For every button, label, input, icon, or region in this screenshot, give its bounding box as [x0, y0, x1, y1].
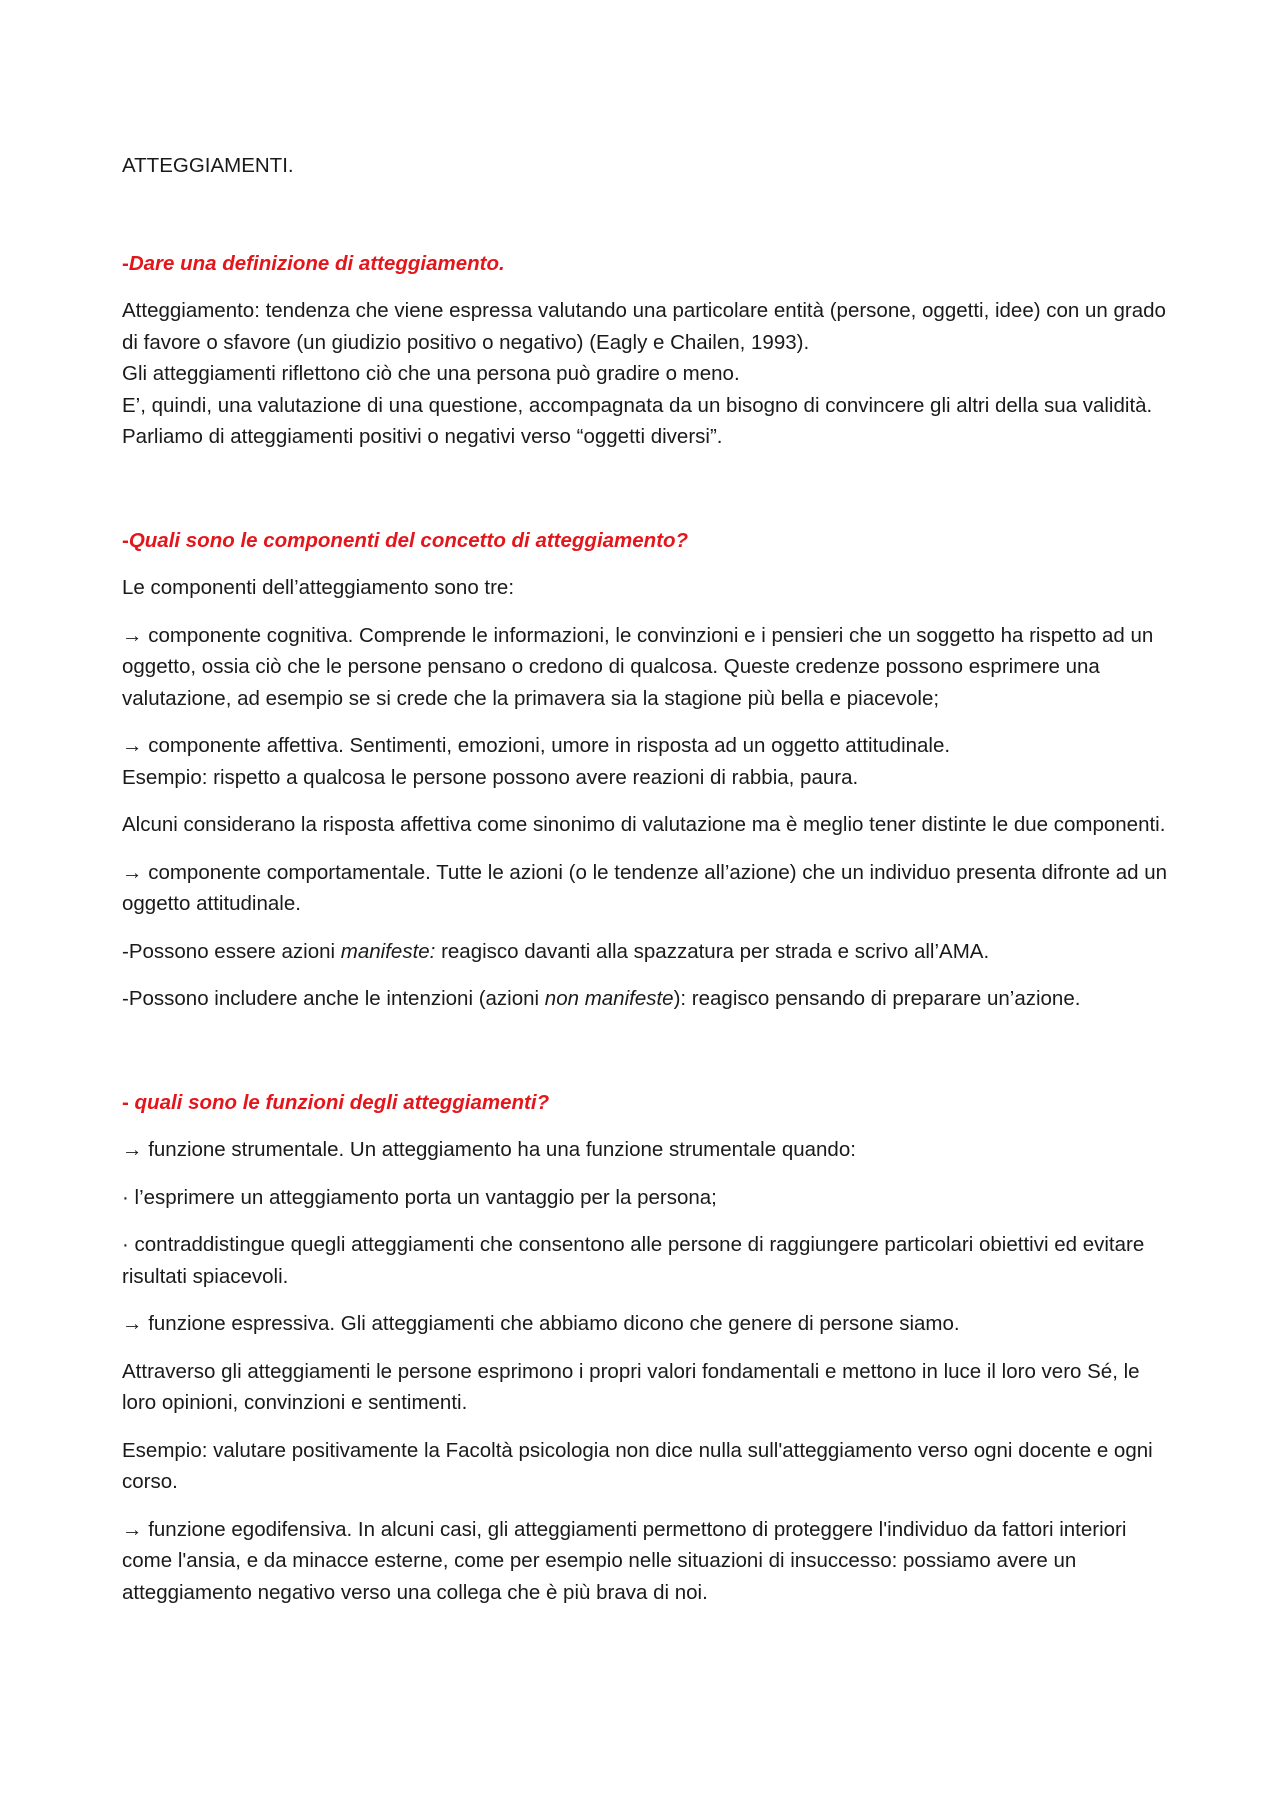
expressive-detail-paragraph: Attraverso gli atteggiamenti le persone esprimono i propri valori fondamentali e mettono in luce il loro vero Sé, le loro opinioni, convinzioni e sentimenti.: [122, 1359, 1140, 1414]
expressive-example-paragraph: Esempio: valutare positivamente la Facoltà psicologia non dice nulla sull'atteggiamento verso ogni docente e ogni corso.: [122, 1438, 1153, 1493]
question-text: quali sono le funzioni degli atteggiamenti?: [134, 1090, 550, 1114]
expressive-function-paragraph: → funzione espressiva. Gli atteggiamenti che abbiamo dicono che genere di persone siamo.: [122, 1312, 960, 1335]
affective-example: Esempio: rispetto a qualcosa le persone possono avere reazioni di rabbia, paura.: [122, 765, 859, 789]
manifest-actions-paragraph: [122, 936, 1168, 968]
question-functions: [122, 1087, 1168, 1119]
components-intro: Le componenti dell’atteggiamento sono tre:: [122, 576, 515, 599]
definition-line: Atteggiamento: tendenza che viene espressa valutando una particolare entità (persone, oggetti, idee) con un grado di favore o sfavore (un giudizio positivo o negativo) (Eagly e Chailen, 1993).: [122, 299, 1166, 354]
affective-note-paragraph: Alcuni considerano la risposta affettiva come sinonimo di valutazione ma è meglio tener distinte le due componenti.: [122, 813, 1166, 836]
definition-paragraph: [122, 295, 1168, 453]
question-text: Quali sono le componenti del concetto di atteggiamento?: [128, 528, 689, 552]
definition-line: Gli atteggiamenti riflettono ciò che una persona può gradire o meno.: [122, 362, 740, 385]
document-title: ATTEGGIAMENTI.: [122, 154, 294, 177]
question-definition: [122, 248, 1168, 280]
text-run: -Possono includere anche le intenzioni (azioni: [122, 987, 545, 1010]
bullet-item: · contraddistingue quegli atteggiamenti che consentono alle persone di raggiungere particolari obiettivi ed evitare risultati spiacevoli.: [122, 1233, 1145, 1288]
text-run: reagisco davanti alla spazzatura per strada e scrivo all’AMA.: [435, 939, 990, 963]
affective-line: → componente affettiva. Sentimenti, emozioni, umore in risposta ad un oggetto attitudinale.: [122, 734, 951, 757]
definition-line: Parliamo di atteggiamenti positivi o negativi verso “oggetti diversi”.: [122, 425, 723, 448]
text-run: ): reagisco pensando di preparare un’azione.: [673, 987, 1081, 1010]
bullet-item: · l’esprimere un atteggiamento porta un vantaggio per la persona;: [122, 1185, 717, 1209]
question-dash: -: [122, 1090, 135, 1114]
instrumental-function-paragraph: → funzione strumentale. Un atteggiamento ha una funzione strumentale quando:: [122, 1138, 856, 1161]
question-dash: -: [122, 528, 129, 552]
behavioral-component-paragraph: → componente comportamentale. Tutte le azioni (o le tendenze all’azione) che un individuo presenta difronte ad un oggetto attitudinale.: [122, 860, 1168, 915]
question-text: Dare una definizione di atteggiamento.: [128, 251, 505, 275]
text-run: -Possono essere azioni: [122, 939, 341, 963]
question-dash: -: [122, 251, 129, 275]
definition-line: E’, quindi, una valutazione di una questione, accompagnata da un bisogno di convincere gli altri della sua validità.: [122, 393, 1153, 417]
egodefensive-function-paragraph: → funzione egodifensiva. In alcuni casi, gli atteggiamenti permettono di proteggere l'individuo da fattori interiori come l'ansia, e da minacce esterne, come per esempio nelle situazioni di insuccesso: possiamo avere un atteggiamento negativo verso una collega che è più brava di noi.: [122, 1517, 1127, 1604]
question-components: [122, 525, 1168, 557]
emphasis-text: non manifeste: [544, 987, 674, 1010]
emphasis-text: manifeste:: [340, 939, 436, 963]
non-manifest-actions-paragraph: [122, 983, 1168, 1015]
affective-component-paragraph: [122, 730, 1168, 793]
document-page: [122, 150, 1168, 1624]
section-spacer: [122, 469, 1168, 525]
cognitive-component-paragraph: → componente cognitiva. Comprende le informazioni, le convinzioni e i pensieri che un soggetto ha rispetto ad un oggetto, ossia ciò che le persone pensano o credono di qualcosa. Queste credenze possono esprimere una valutazione, ad esempio se si crede che la primavera sia la stagione più bella e piacevole;: [122, 623, 1154, 710]
section-spacer: [122, 1031, 1168, 1087]
